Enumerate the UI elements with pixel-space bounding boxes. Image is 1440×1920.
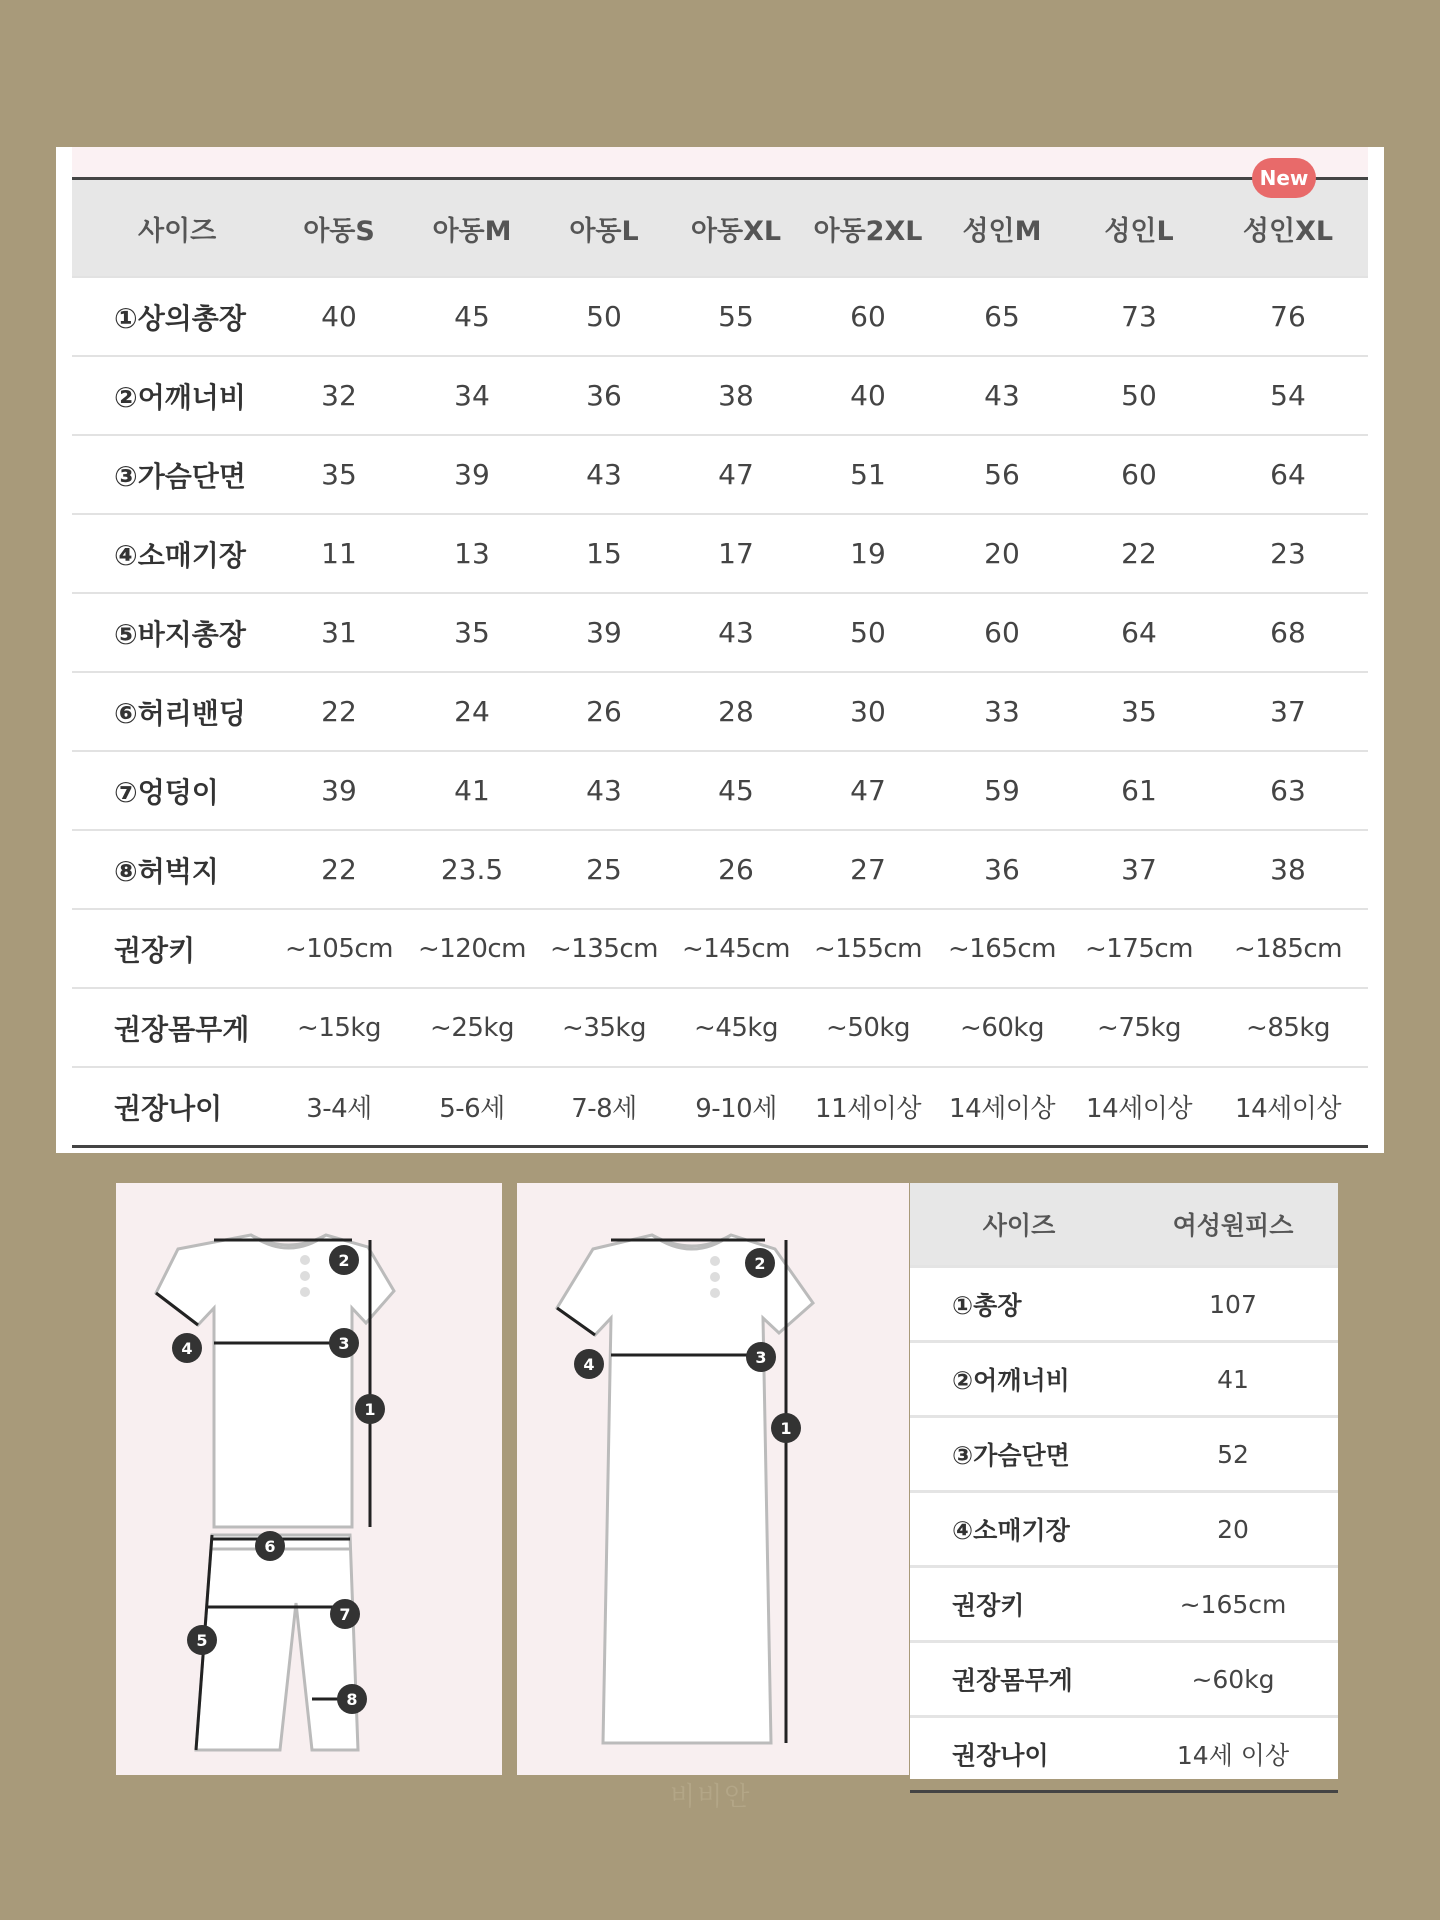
dress-row-label: 권장나이	[910, 1717, 1128, 1792]
dress-row-label: ①총장	[910, 1267, 1128, 1342]
table-cell: 36	[934, 830, 1070, 909]
size-chart-panel	[56, 147, 1384, 1153]
size-chart-table	[72, 166, 1368, 1148]
table-cell: 38	[1208, 830, 1368, 909]
table-cell: ~120cm	[406, 909, 538, 988]
table-cell: 17	[670, 514, 802, 593]
table-cell: 23	[1208, 514, 1368, 593]
table-cell: 50	[1070, 356, 1208, 435]
row-label: ②어깨너비	[72, 356, 272, 435]
table-cell: ~75kg	[1070, 988, 1208, 1067]
table-cell: 28	[670, 672, 802, 751]
row-label: 권장몸무게	[72, 988, 272, 1067]
marker-8	[337, 1684, 367, 1714]
table-row	[72, 593, 1368, 672]
svg-text:1: 1	[780, 1419, 792, 1438]
row-label: ⑥허리밴딩	[72, 672, 272, 751]
dress-row-label: ③가슴단면	[910, 1417, 1128, 1492]
shirt-button	[300, 1271, 310, 1281]
row-label: ⑤바지총장	[72, 593, 272, 672]
watermark: 비비안	[670, 1782, 752, 1812]
table-cell: 19	[802, 514, 934, 593]
table-cell: 30	[802, 672, 934, 751]
table-row	[72, 988, 1368, 1067]
marker-5	[187, 1625, 217, 1655]
row-label: ⑧허벅지	[72, 830, 272, 909]
marker-6	[255, 1531, 285, 1561]
table-cell: 64	[1208, 435, 1368, 514]
header-kids-s: 아동S	[272, 179, 406, 278]
marker-1	[771, 1413, 801, 1443]
dress-table-row	[910, 1642, 1338, 1717]
table-cell: ~25kg	[406, 988, 538, 1067]
svg-text:4: 4	[583, 1355, 595, 1374]
table-cell: 43	[934, 356, 1070, 435]
shirt-outline	[156, 1235, 394, 1527]
table-row	[72, 751, 1368, 830]
table-cell: 15	[538, 514, 670, 593]
dress-row-value: 20	[1128, 1492, 1338, 1567]
dress-table-row	[910, 1717, 1338, 1792]
table-cell: 25	[538, 830, 670, 909]
table-row	[72, 909, 1368, 988]
row-label: ③가슴단면	[72, 435, 272, 514]
table-cell: 60	[802, 277, 934, 356]
table-cell: ~175cm	[1070, 909, 1208, 988]
dress-table-row	[910, 1267, 1338, 1342]
table-cell: 22	[272, 830, 406, 909]
table-cell: 26	[538, 672, 670, 751]
shorts-outline	[196, 1535, 358, 1750]
dress-table-row	[910, 1342, 1338, 1417]
table-cell: 35	[1070, 672, 1208, 751]
header-size: 사이즈	[72, 179, 272, 278]
dress-header-womens-dress: 여성원피스	[1128, 1183, 1338, 1267]
table-row	[72, 277, 1368, 356]
table-cell: 39	[538, 593, 670, 672]
header-adult-xl	[1208, 166, 1368, 278]
table-cell: 47	[802, 751, 934, 830]
dress-row-value: ~165cm	[1128, 1567, 1338, 1642]
table-cell: 32	[272, 356, 406, 435]
table-cell: 23.5	[406, 830, 538, 909]
table-cell: 56	[934, 435, 1070, 514]
table-cell: 50	[802, 593, 934, 672]
svg-text:6: 6	[264, 1537, 276, 1556]
table-cell: 14세이상	[934, 1067, 1070, 1147]
marker-7	[330, 1599, 360, 1629]
new-badge: New	[1252, 158, 1316, 198]
table-cell: ~155cm	[802, 909, 934, 988]
header-row	[72, 179, 1368, 278]
table-cell: 59	[934, 751, 1070, 830]
table-cell: ~45kg	[670, 988, 802, 1067]
table-row	[72, 514, 1368, 593]
table-row	[72, 356, 1368, 435]
table-cell: 61	[1070, 751, 1208, 830]
dress-row-label: ②어깨너비	[910, 1342, 1128, 1417]
table-cell: 7-8세	[538, 1067, 670, 1147]
table-cell: 47	[670, 435, 802, 514]
table-cell: ~105cm	[272, 909, 406, 988]
table-cell: ~145cm	[670, 909, 802, 988]
shirt-button	[300, 1287, 310, 1297]
dress-size-table	[910, 1183, 1338, 1793]
row-label: ④소매기장	[72, 514, 272, 593]
table-cell: 36	[538, 356, 670, 435]
header-adult-xl-label: 성인XL	[1242, 215, 1334, 247]
table-cell: 3-4세	[272, 1067, 406, 1147]
table-cell: 73	[1070, 277, 1208, 356]
table-cell: 35	[272, 435, 406, 514]
svg-text:3: 3	[338, 1334, 350, 1353]
table-cell: 24	[406, 672, 538, 751]
svg-text:3: 3	[755, 1348, 767, 1367]
marker-3	[329, 1328, 359, 1358]
dress-header-row	[910, 1183, 1338, 1267]
table-cell: 40	[802, 356, 934, 435]
table-cell: 5-6세	[406, 1067, 538, 1147]
row-label: 권장나이	[72, 1067, 272, 1147]
table-cell: 40	[272, 277, 406, 356]
table-cell: 11세이상	[802, 1067, 934, 1147]
table-cell: 45	[670, 751, 802, 830]
table-cell: ~85kg	[1208, 988, 1368, 1067]
table-cell: 41	[406, 751, 538, 830]
svg-text:8: 8	[346, 1690, 358, 1709]
table-cell: 14세이상	[1208, 1067, 1368, 1147]
table-cell: 38	[670, 356, 802, 435]
dress-diagram	[517, 1183, 909, 1775]
row-label: ⑦엉덩이	[72, 751, 272, 830]
table-cell: 14세이상	[1070, 1067, 1208, 1147]
header-adult-m: 성인M	[934, 179, 1070, 278]
dress-table-row	[910, 1567, 1338, 1642]
table-cell: 31	[272, 593, 406, 672]
table-cell: 20	[934, 514, 1070, 593]
dress-button	[710, 1256, 720, 1266]
table-cell: 68	[1208, 593, 1368, 672]
table-cell: ~135cm	[538, 909, 670, 988]
header-adult-l: 성인L	[1070, 179, 1208, 278]
dress-row-value: ~60kg	[1128, 1642, 1338, 1717]
svg-text:7: 7	[339, 1605, 351, 1624]
dress-button	[710, 1272, 720, 1282]
row-label: 권장키	[72, 909, 272, 988]
svg-text:2: 2	[338, 1251, 350, 1270]
table-cell: 37	[1070, 830, 1208, 909]
table-cell: 33	[934, 672, 1070, 751]
table-cell: 37	[1208, 672, 1368, 751]
header-kids-2xl: 아동2XL	[802, 179, 934, 278]
table-cell: 60	[934, 593, 1070, 672]
header-kids-l: 아동L	[538, 179, 670, 278]
dress-row-label: 권장몸무게	[910, 1642, 1128, 1717]
dress-row-value: 41	[1128, 1342, 1338, 1417]
shirt-button	[300, 1255, 310, 1265]
pink-strip	[72, 147, 1368, 177]
header-kids-m: 아동M	[406, 179, 538, 278]
size-chart-body	[72, 277, 1368, 1147]
table-row	[72, 435, 1368, 514]
table-cell: 65	[934, 277, 1070, 356]
marker-3	[746, 1342, 776, 1372]
table-cell: 22	[272, 672, 406, 751]
dress-table-row	[910, 1492, 1338, 1567]
marker-2	[329, 1245, 359, 1275]
pajama-set-diagram	[116, 1183, 502, 1775]
table-cell: ~35kg	[538, 988, 670, 1067]
table-cell: 22	[1070, 514, 1208, 593]
table-cell: 9-10세	[670, 1067, 802, 1147]
dress-illustration	[517, 1183, 909, 1775]
table-cell: 63	[1208, 751, 1368, 830]
dress-button	[710, 1288, 720, 1298]
table-cell: 55	[670, 277, 802, 356]
marker-4	[574, 1349, 604, 1379]
table-cell: 13	[406, 514, 538, 593]
table-cell: 45	[406, 277, 538, 356]
table-cell: 39	[406, 435, 538, 514]
pajama-set-illustration	[116, 1183, 502, 1775]
table-cell: 54	[1208, 356, 1368, 435]
dress-row-value: 107	[1128, 1267, 1338, 1342]
table-row	[72, 672, 1368, 751]
row-label: ①상의총장	[72, 277, 272, 356]
dress-row-value: 52	[1128, 1417, 1338, 1492]
table-cell: 51	[802, 435, 934, 514]
table-cell: 43	[538, 435, 670, 514]
dress-size-panel	[910, 1183, 1338, 1779]
table-cell: ~185cm	[1208, 909, 1368, 988]
marker-2	[745, 1248, 775, 1278]
table-row	[72, 1067, 1368, 1147]
table-cell: 11	[272, 514, 406, 593]
table-cell: 27	[802, 830, 934, 909]
table-cell: 43	[538, 751, 670, 830]
table-cell: ~50kg	[802, 988, 934, 1067]
table-cell: 43	[670, 593, 802, 672]
table-cell: ~15kg	[272, 988, 406, 1067]
svg-text:5: 5	[196, 1631, 208, 1650]
dress-header-size: 사이즈	[910, 1183, 1128, 1267]
dress-table-row	[910, 1417, 1338, 1492]
dress-size-body	[910, 1267, 1338, 1792]
header-kids-xl: 아동XL	[670, 179, 802, 278]
marker-1	[355, 1394, 385, 1424]
table-cell: 50	[538, 277, 670, 356]
table-cell: 39	[272, 751, 406, 830]
marker-4	[172, 1333, 202, 1363]
table-cell: ~165cm	[934, 909, 1070, 988]
table-cell: 60	[1070, 435, 1208, 514]
svg-text:4: 4	[181, 1339, 193, 1358]
table-cell: ~60kg	[934, 988, 1070, 1067]
table-cell: 76	[1208, 277, 1368, 356]
dress-row-label: 권장키	[910, 1567, 1128, 1642]
table-cell: 34	[406, 356, 538, 435]
dress-outline	[557, 1235, 813, 1743]
svg-text:1: 1	[364, 1400, 376, 1419]
dress-row-value: 14세 이상	[1128, 1717, 1338, 1792]
table-cell: 35	[406, 593, 538, 672]
dress-row-label: ④소매기장	[910, 1492, 1128, 1567]
svg-text:2: 2	[754, 1254, 766, 1273]
table-cell: 26	[670, 830, 802, 909]
table-row	[72, 830, 1368, 909]
table-cell: 64	[1070, 593, 1208, 672]
